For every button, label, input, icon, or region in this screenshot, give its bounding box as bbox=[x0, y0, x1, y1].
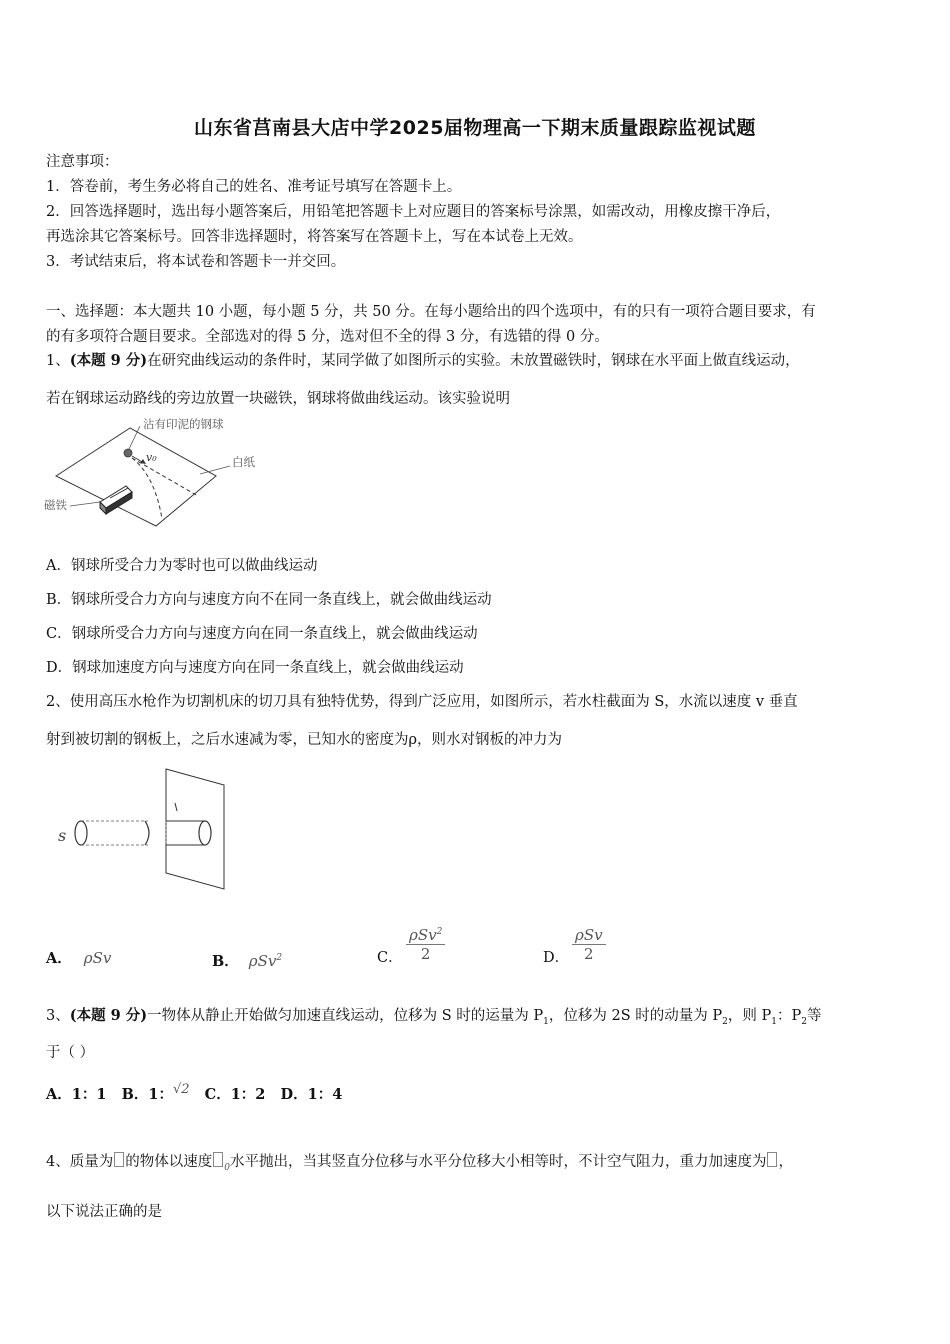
question-4-stem: 4、质量为 的物体以速度 $_0$水平抛出，当其竖直分位移与水平分位移大小相等时，不计空气阻力，重力加速度为 ， bbox=[46, 1154, 793, 1173]
label-magnet: 磁铁 bbox=[44, 498, 67, 512]
question-1-option-a: A．钢球所受合力为零时也可以做曲线运动 bbox=[46, 558, 318, 574]
question-3-option-c: C．1：2 bbox=[204, 1086, 266, 1103]
label-white-paper: 白纸 bbox=[232, 455, 255, 469]
option-b-formula: ρSv bbox=[248, 951, 277, 970]
question-1-option-d: D．钢球加速度方向与速度方向在同一条直线上，就会做曲线运动 bbox=[46, 660, 464, 676]
question-3-option-a: A．1：1 bbox=[46, 1086, 107, 1103]
question-2-figure bbox=[50, 765, 240, 895]
missing-symbol-g-icon bbox=[767, 1152, 777, 1167]
question-1-option-b: B．钢球所受合力方向与速度方向不在同一条直线上，就会做曲线运动 bbox=[46, 592, 492, 608]
label-steel-ball: 沾有印泥的钢球 bbox=[143, 417, 224, 431]
notice-item-1: 1．答卷前，考生务必将自己的姓名、准考证号填写在答题卡上。 bbox=[46, 179, 462, 195]
label-cross-section-s: s bbox=[58, 826, 67, 845]
question-3-option-b: B．1： bbox=[121, 1086, 173, 1103]
missing-symbol-v-icon bbox=[213, 1152, 223, 1167]
water-jet-start bbox=[75, 821, 87, 845]
question-3-stem-cont: 于（ ） bbox=[46, 1045, 95, 1061]
notice-heading: 注意事项： bbox=[46, 154, 119, 170]
question-2-stem-cont: 射到被切割的钢板上，之后水速减为零，已知水的密度为ρ，则水对钢板的冲力为 bbox=[46, 732, 563, 748]
section-1-instructions-cont: 的有多项符合题目要求。全部选对的得 5 分，选对但不全的得 3 分，有选错的得 0 分。 bbox=[46, 329, 609, 345]
notice-item-2-cont: 再选涂其它答案标号。回答非选择题时，将答案写在答题卡上，写在本试卷上无效。 bbox=[46, 229, 583, 245]
label-v0: v₀ bbox=[146, 451, 157, 464]
notice-item-3: 3．考试结束后，将本试卷和答题卡一并交回。 bbox=[46, 254, 346, 270]
magnet-icon bbox=[100, 486, 132, 514]
question-1-stem bbox=[46, 351, 800, 371]
page-title: 山东省莒南县大店中学2025届物理高一下期末质量跟踪监视试题 bbox=[194, 117, 756, 139]
question-2-option-d-label: D． bbox=[543, 950, 570, 966]
question-1-text: 在研究曲线运动的条件时，某同学做了如图所示的实验。未放置磁铁时，钢球在水平面上做直线运动， bbox=[147, 353, 800, 369]
question-2-option-c-label: C． bbox=[377, 950, 403, 966]
question-2-option-a: A． ρSv bbox=[46, 949, 112, 967]
sqrt-two-formula: √2 bbox=[172, 1082, 190, 1097]
question-1-score: (本题 9 分) bbox=[69, 352, 148, 369]
paper-sheet bbox=[56, 428, 216, 526]
straight-path bbox=[132, 458, 198, 496]
option-a-formula: ρSv bbox=[83, 949, 112, 967]
section-1-instructions: 一、选择题：本大题共 10 小题，每小题 5 分，共 50 分。在每小题给出的四个选项中，有的只有一项符合题目要求，有 bbox=[46, 304, 816, 320]
question-3-score: (本题 9 分) bbox=[69, 1007, 148, 1024]
question-2-option-d-formula: ρSv 2 bbox=[572, 926, 606, 963]
question-3-option-d: D．1：4 bbox=[280, 1086, 343, 1103]
notice-item-2: 2．回答选择题时，选出每小题答案后，用铅笔把答题卡上对应题目的答案标号涂黑，如需改动，用橡皮擦干净后， bbox=[46, 204, 781, 220]
question-4-stem-cont: 以下说法正确的是 bbox=[46, 1204, 162, 1220]
question-1-figure bbox=[40, 414, 280, 529]
question-1-number: 1、 bbox=[46, 353, 70, 369]
steel-ball-icon bbox=[124, 449, 132, 457]
question-2-option-c-formula: ρSv$^2$ 2 bbox=[406, 926, 445, 963]
missing-symbol-m-icon bbox=[114, 1152, 124, 1167]
question-2-option-b: B． ρSv$^2$ bbox=[212, 951, 283, 970]
question-2-stem: 2、使用高压水枪作为切割机床的切刀具有独特优势，得到广泛应用，如图所示，若水柱截面为 S，水流以速度 v 垂直 bbox=[46, 694, 798, 710]
question-3-stem: 3、(本题 9 分)一物体从静止开始做匀加速直线运动，位移为 S 时的运量为 $P_1$，位移为 2S 时的动量为 $P_2$，则 $P_1$：$P_2$等 bbox=[46, 1007, 822, 1027]
water-jet-end bbox=[199, 821, 211, 845]
question-1-stem-cont: 若在钢球运动路线的旁边放置一块磁铁，钢球将做曲线运动。该实验说明 bbox=[46, 391, 510, 407]
steel-plate bbox=[166, 769, 224, 889]
question-3-options bbox=[46, 1082, 343, 1106]
question-1-option-c: C．钢球所受合力方向与速度方向在同一条直线上，就会做曲线运动 bbox=[46, 626, 478, 642]
